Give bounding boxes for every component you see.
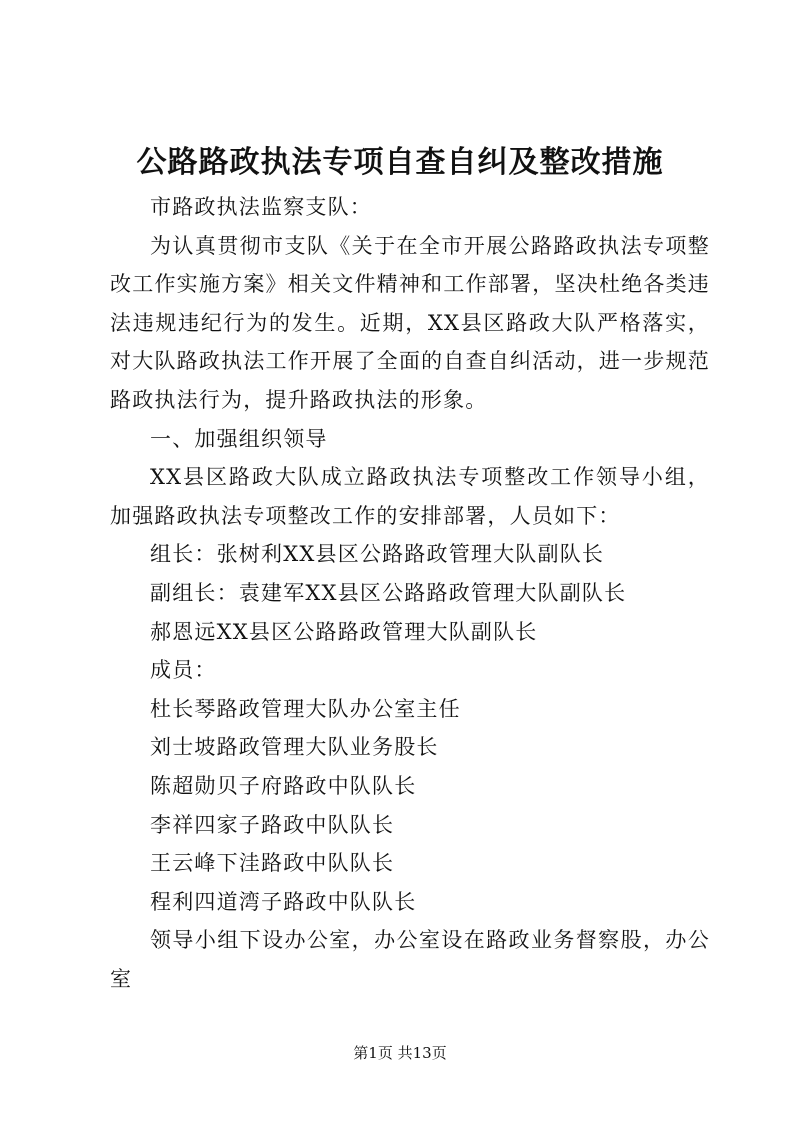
list-item-member: 陈超勋贝子府路政中队队长	[150, 773, 417, 798]
list-item-member: 杜长琴路政管理大队办公室主任	[150, 696, 461, 721]
list-item-deputy-leader-2: 郝恩远XX县区公路路政管理大队副队长	[150, 619, 538, 644]
paragraph-group-setup: XX县区路政大队成立路政执法专项整改工作领导小组，加强路政执法专项整改工作的安排部署，人员如下：	[110, 465, 710, 528]
list-item-member: 刘士坡路政管理大队业务股长	[150, 735, 439, 760]
list-item-deputy-leader: 副组长：袁建军XX县区公路路政管理大队副队长	[150, 580, 627, 605]
section-heading-1: 一、加强组织领导	[150, 426, 328, 451]
paragraph-intro: 为认真贯彻市支队《关于在全市开展公路路政执法专项整改工作实施方案》相关文件精神和工作部署，坚决杜绝各类违法违规违纪行为的发生。近期，XX县区路政大队严格落实，对大队路政执法工作开展了全面的自查自纠活动，进一步规范路政执法行为，提升路政执法的形象。	[110, 233, 710, 412]
list-item-member: 李祥四家子路政中队队长	[150, 812, 395, 837]
document-title: 公路路政执法专项自查自纠及整改措施	[136, 145, 664, 180]
list-item-leader: 组长：张树利XX县区公路路政管理大队副队长	[150, 542, 605, 567]
page-number-footer: 第1页 共13页	[353, 1044, 447, 1062]
list-item-member: 王云峰下洼路政中队队长	[150, 851, 395, 876]
document-body	[110, 188, 710, 998]
list-item-member: 程利四道湾子路政中队队长	[150, 889, 417, 914]
paragraph-office: 领导小组下设办公室，办公室设在路政业务督察股，办公室	[110, 928, 710, 991]
list-item-members-label: 成员：	[150, 658, 217, 683]
paragraph-salutation: 市路政执法监察支队：	[150, 195, 372, 219]
